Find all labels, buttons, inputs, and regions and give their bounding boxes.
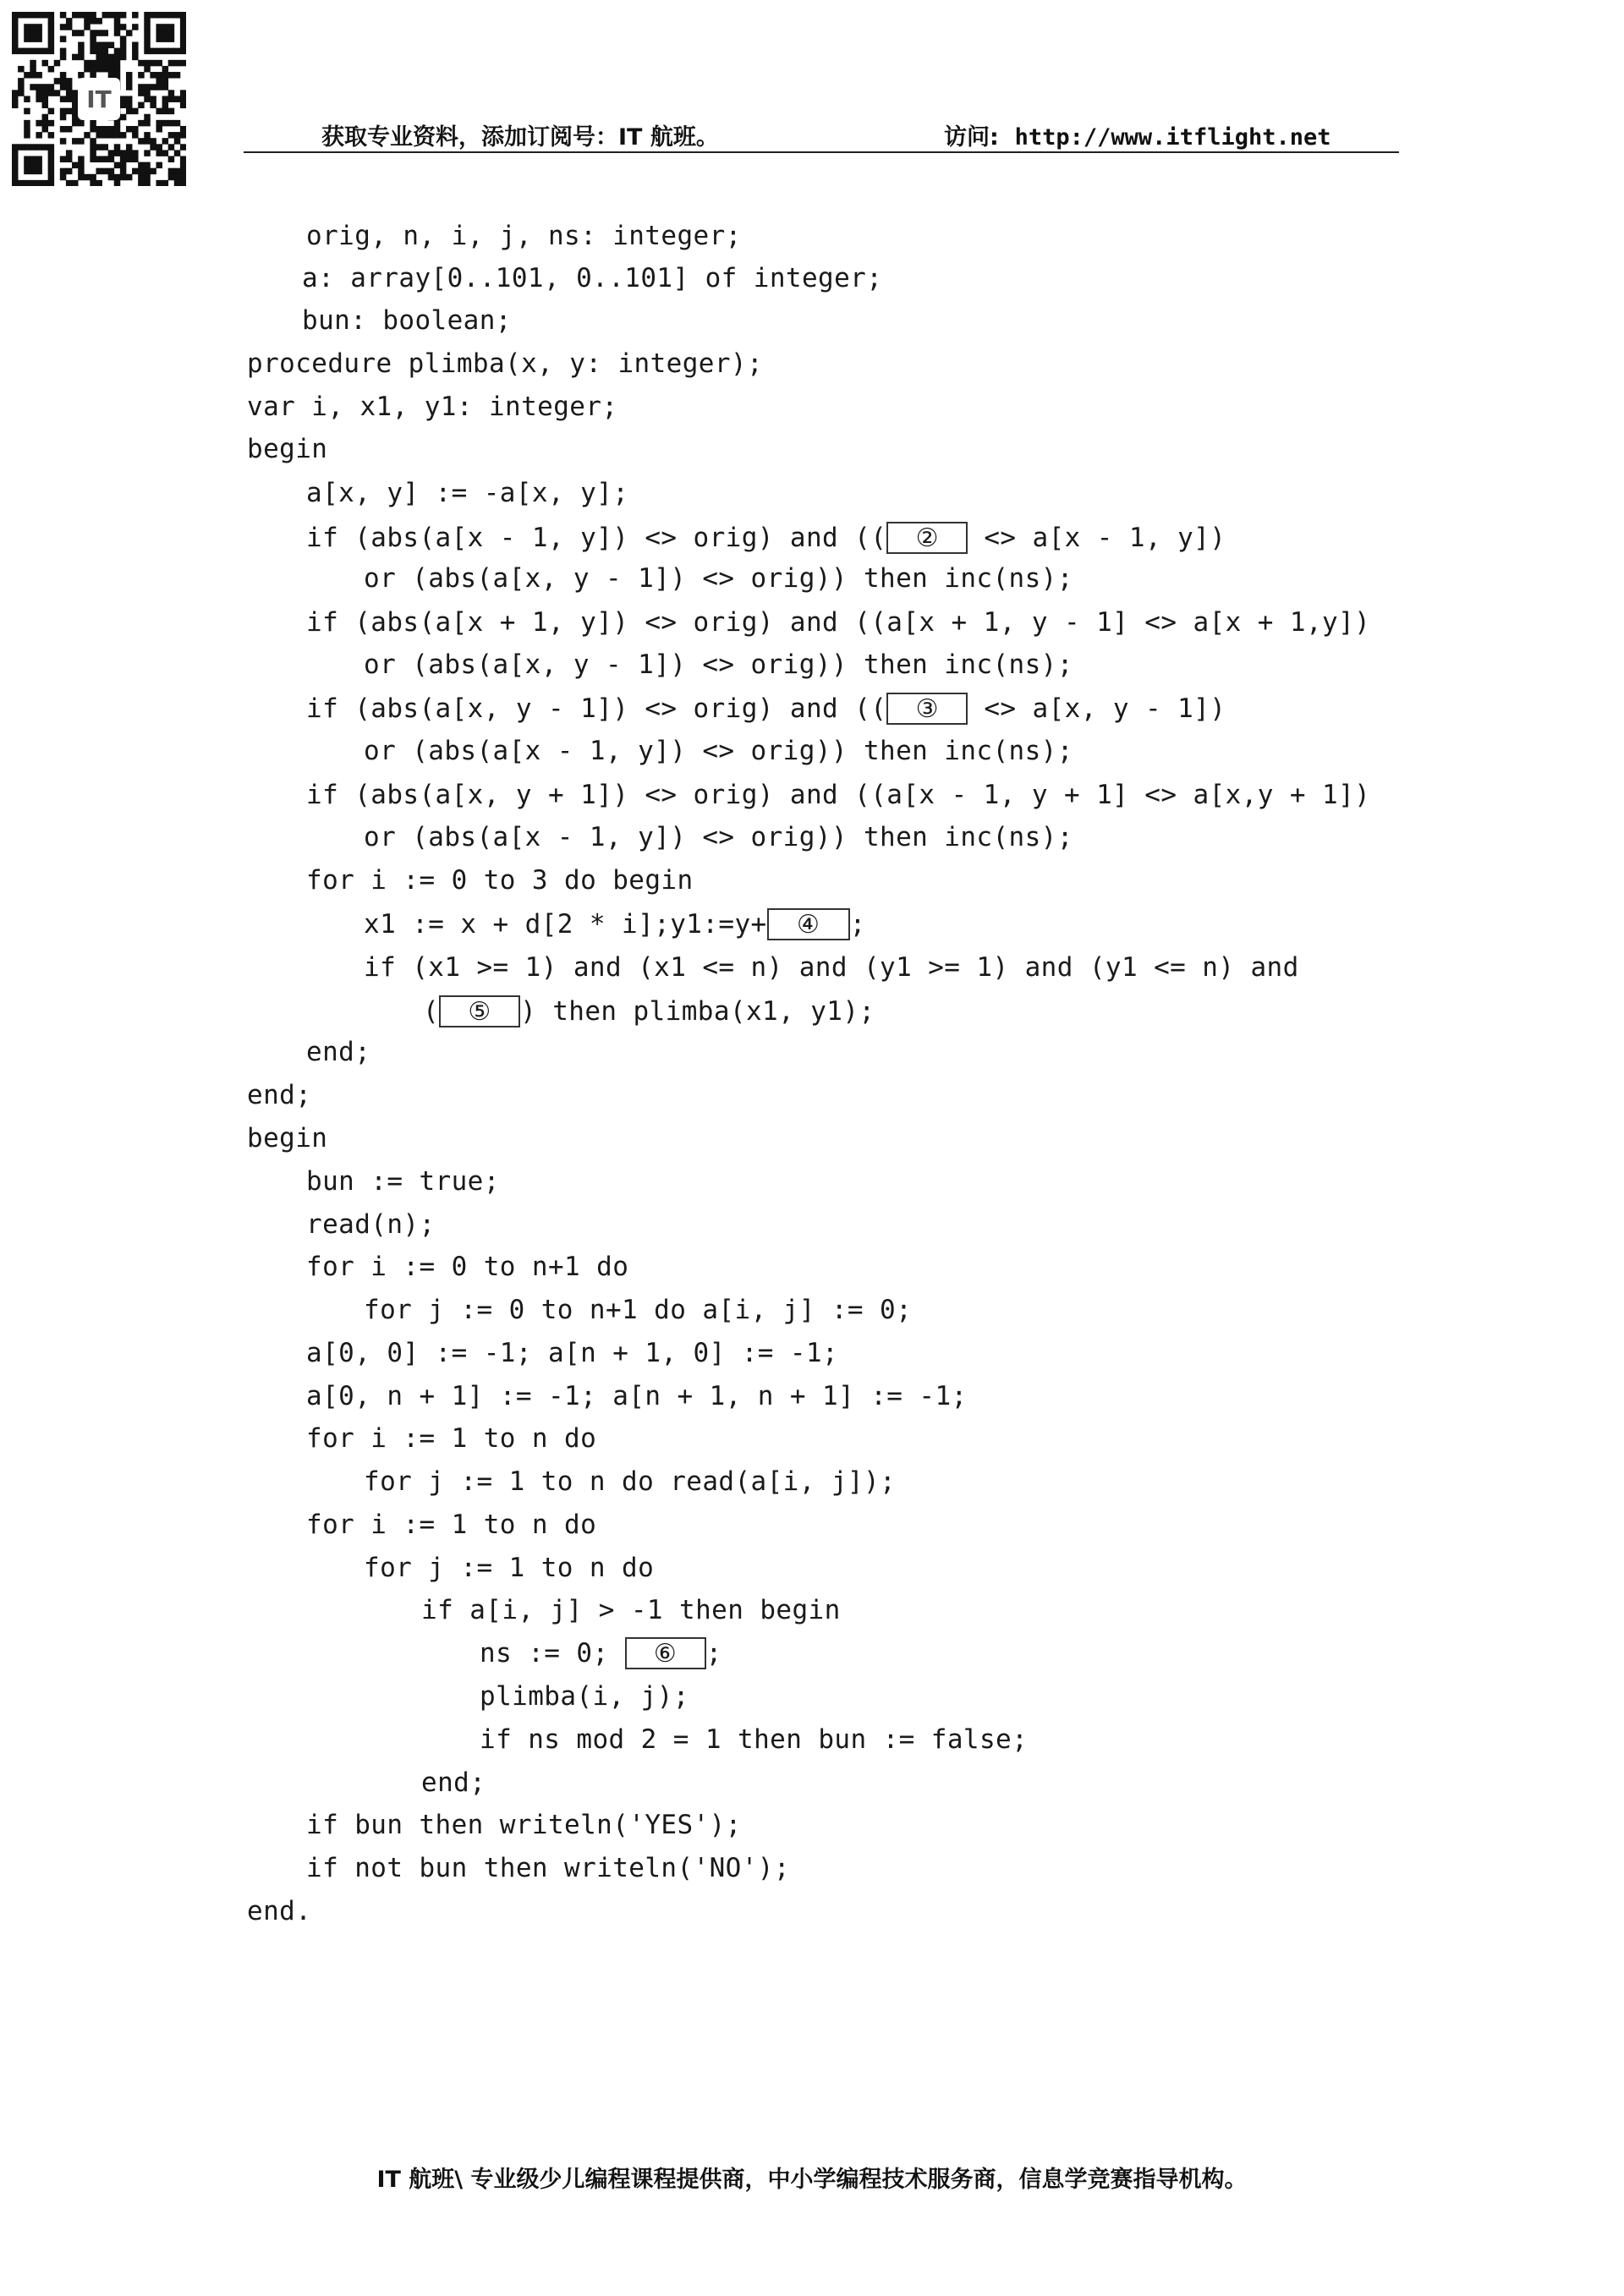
code-line: if (abs(a[x, y + 1]) <> orig) and ((a[x - 1, y + 1] <> a[x,y + 1]): [306, 780, 1371, 810]
code-line: ns := 0; ⑥ ;: [480, 1638, 722, 1669]
code-line: if (abs(a[x, y - 1]) <> orig) and (( ③ <> a[x, y - 1]): [306, 693, 1226, 724]
qr-code-image: [12, 12, 186, 186]
code-line: if a[i, j] > -1 then begin: [421, 1595, 841, 1625]
code-line: or (abs(a[x, y - 1]) <> orig)) then inc(ns);: [364, 649, 1073, 680]
code-line: begin: [247, 1123, 328, 1153]
code-line: end.: [247, 1896, 312, 1926]
code-line: procedure plimba(x, y: integer);: [247, 348, 764, 379]
code-line: if ns mod 2 = 1 then bun := false;: [480, 1724, 1029, 1755]
answer-blank[interactable]: ③: [886, 693, 968, 725]
header-visit-label: 访问:: [944, 124, 999, 151]
code-line: read(n);: [306, 1209, 436, 1240]
code-line: or (abs(a[x - 1, y]) <> orig)) then inc(ns);: [364, 736, 1073, 766]
code-line: if bun then writeln('YES');: [306, 1810, 742, 1840]
header-divider: [244, 151, 1399, 153]
code-line: plimba(i, j);: [480, 1681, 689, 1712]
header-visit: [944, 118, 1331, 151]
code-line: a: array[0..101, 0..101] of integer;: [302, 263, 883, 293]
code-line: for j := 1 to n do read(a[i, j]);: [364, 1466, 897, 1497]
code-line: bun: boolean;: [302, 305, 512, 336]
answer-blank[interactable]: ④: [767, 908, 850, 940]
code-line: for i := 1 to n do: [306, 1423, 597, 1454]
header-url-link[interactable]: http://www.itflight.net: [1014, 124, 1331, 151]
code-line: begin: [247, 434, 328, 464]
code-line: or (abs(a[x - 1, y]) <> orig)) then inc(ns);: [364, 822, 1073, 852]
answer-blank[interactable]: ⑥: [625, 1637, 706, 1669]
code-line: for i := 0 to 3 do begin: [306, 865, 694, 896]
code-line: ( ⑤ ) then plimba(x1, y1);: [423, 996, 875, 1027]
code-line: if (abs(a[x - 1, y]) <> orig) and (( ② <> a[x - 1, y]): [306, 523, 1226, 553]
page-footer: IT 航班\ 专业级少儿编程课程提供商，中小学编程技术服务商，信息学竞赛指导机构。: [376, 2167, 1248, 2193]
code-line: for i := 0 to n+1 do: [306, 1252, 629, 1282]
code-line: or (abs(a[x, y - 1]) <> orig)) then inc(ns);: [364, 563, 1073, 594]
code-line: a[0, n + 1] := -1; a[n + 1, n + 1] := -1;: [306, 1381, 968, 1411]
code-line: orig, n, i, j, ns: integer;: [306, 221, 742, 251]
code-line: if (x1 >= 1) and (x1 <= n) and (y1 >= 1) and (y1 <= n) and: [364, 952, 1299, 983]
qr-logo-text: IT: [86, 85, 112, 113]
code-line: if not bun then writeln('NO');: [306, 1853, 790, 1883]
answer-blank[interactable]: ②: [886, 522, 968, 554]
page-header: [321, 118, 1404, 152]
code-line: a[0, 0] := -1; a[n + 1, 0] := -1;: [306, 1338, 839, 1368]
answer-blank[interactable]: ⑤: [439, 995, 520, 1027]
code-line: for i := 1 to n do: [306, 1510, 597, 1540]
code-line: if (abs(a[x + 1, y]) <> orig) and ((a[x + 1, y - 1] <> a[x + 1,y]): [306, 607, 1371, 638]
code-line: x1 := x + d[2 * i];y1:=y+ ④ ;: [364, 909, 866, 940]
code-line: bun := true;: [306, 1166, 500, 1197]
code-line: for j := 1 to n do: [364, 1553, 655, 1583]
qr-code: [12, 12, 186, 186]
code-line: end;: [421, 1767, 486, 1798]
code-line: for j := 0 to n+1 do a[i, j] := 0;: [364, 1295, 913, 1325]
code-line: end;: [306, 1037, 371, 1067]
code-line: end;: [247, 1080, 312, 1110]
header-subscribe-text: 获取专业资料，添加订阅号：IT 航班。: [321, 124, 719, 151]
code-line: a[x, y] := -a[x, y];: [306, 478, 629, 508]
code-line: var i, x1, y1: integer;: [247, 392, 618, 422]
